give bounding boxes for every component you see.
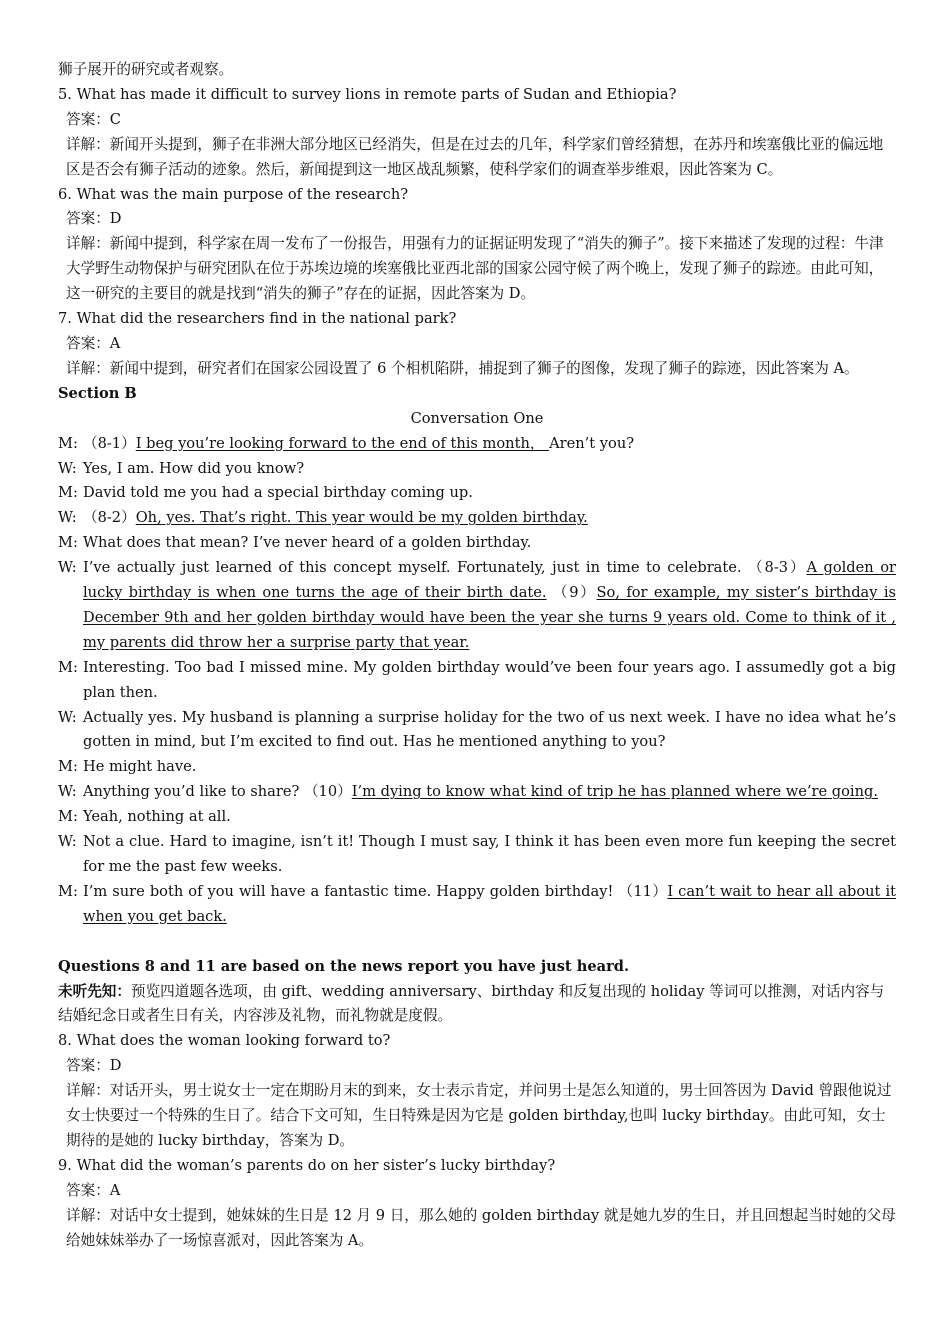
detail-6: 详解：新闻中提到，科学家在周一发布了一份报告，用强有力的证据证明发现了“消失的狮子”。接下来描述了发现的过程：牛津大学野生动物保护与研究团队在位于苏埃边境的埃塞俄比亚西北部的国家公园守候了两个晚上，发现了狮子的踪迹。由此可知，这一研究的主要目的就是找到“消失的狮子”存在的证据，因此答案为 D。 — [66, 235, 884, 303]
detail-8: 详解：对话开头，男士说女士一定在期盼月末的到来，女士表示肯定，并问男士是怎么知道的，男士回答因为 David 曾跟他说过女士快要过一个特殊的生日了。结合下文可知，生日特殊是因为它是 golden birthday,也叫 lucky birthday。由此可知，女士期待的是她的 lucky birthday，答案为 D。 — [66, 1082, 892, 1149]
answer-6: 答案：D — [66, 210, 122, 228]
speaker: W: — [58, 509, 77, 527]
dialogue-line — [58, 755, 896, 780]
answer-5: 答案：C — [66, 110, 121, 128]
underlined-answer: I beg you’re looking forward to the end of this month， — [135, 434, 550, 452]
section-b-heading: Section B — [58, 384, 137, 402]
line-text: （8-2） — [83, 509, 136, 527]
dialogue — [58, 432, 896, 930]
dialogue-line — [58, 656, 896, 706]
dialogue-line — [58, 556, 896, 656]
underlined-answer: Oh, yes. That’s right. This year would be my golden birthday. — [135, 509, 588, 527]
question-8: 8. What does the woman looking forward to? — [58, 1032, 391, 1050]
line-text: Actually yes. My husband is planning a surprise holiday for the two of us next week. I have no idea what he’s gotten in mind, but I’m excited to find out. Has he mentioned anything to you? — [83, 708, 896, 751]
preview-text: 预览四道题各选项，由 gift、wedding anniversary、birthday 和反复出现的 holiday 等词可以推测，对话内容与结婚纪念日或者生日有关，内容涉及礼物，而礼物就是度假。 — [58, 982, 885, 1025]
speaker: W: — [58, 559, 77, 577]
question-7: 7. What did the researchers find in the national park? — [58, 310, 457, 328]
preview-paragraph — [58, 980, 896, 1030]
dialogue-line — [58, 805, 896, 830]
speaker: M: — [58, 758, 78, 776]
questions-heading: Questions 8 and 11 are based on the news report you have just heard. — [58, 957, 630, 975]
line-text: Anything you’d like to share? （10） — [83, 783, 352, 801]
line-text: What does that mean? I’ve never heard of a golden birthday. — [83, 534, 532, 552]
question-5: 5. What has made it difficult to survey lions in remote parts of Sudan and Ethiopia? — [58, 85, 677, 103]
line-text: Yeah, nothing at all. — [83, 808, 231, 826]
dialogue-line — [58, 432, 896, 457]
continued-text: 狮子展开的研究或者观察。 — [58, 61, 234, 78]
speaker: M: — [58, 808, 78, 826]
line-text: Not a clue. Hard to imagine, isn’t it! Though I must say, I think it has been even more fun keeping the secret for me the past few weeks. — [83, 833, 896, 875]
speaker: W: — [58, 783, 77, 801]
line-text: Aren’t you? — [549, 434, 635, 452]
speaker: M: — [58, 434, 78, 452]
speaker: M: — [58, 882, 78, 900]
document-page — [58, 58, 896, 1253]
line-text: （8-1） — [83, 434, 136, 452]
speaker: W: — [58, 833, 77, 851]
dialogue-line — [58, 780, 896, 805]
line-text: （9） — [546, 584, 597, 602]
question-6: 6. What was the main purpose of the research? — [58, 185, 409, 203]
line-text: David told me you had a special birthday coming up. — [83, 484, 473, 502]
dialogue-line — [58, 506, 896, 531]
underlined-answer: So, for example, my sister’s birthday is December 9th and her golden birthday would have been the year she turns 9 years old. Come to think of it , my parents did throw her a surprise party that year. — [83, 584, 896, 651]
underlined-answer: I can’t wait to hear all about it when you get back. — [83, 882, 896, 925]
dialogue-line — [58, 457, 896, 482]
underlined-answer: I’m dying to know what kind of trip he has planned where we’re going. — [351, 783, 878, 801]
line-text: Yes, I am. How did you know? — [83, 459, 305, 477]
blank-line — [58, 930, 896, 955]
line-text: I’ve actually just learned of this concept myself. Fortunately, just in time to celebrate. （8-3） — [83, 559, 807, 577]
preview-label: 未听先知： — [58, 982, 131, 1000]
dialogue-line — [58, 706, 896, 756]
detail-5: 详解：新闻开头提到，狮子在非洲大部分地区已经消失，但是在过去的几年，科学家们曾经猜想，在苏丹和埃塞俄比亚的偏远地区是否会有狮子活动的迹象。然后，新闻提到这一地区战乱频繁，使科学家们的调查举步维艰，因此答案为 C。 — [66, 135, 884, 178]
speaker: M: — [58, 658, 78, 676]
speaker: W: — [58, 459, 77, 477]
speaker: M: — [58, 534, 78, 552]
line-text: He might have. — [83, 758, 197, 776]
detail-9: 详解：对话中女士提到，她妹妹的生日是 12 月 9 日，那么她的 golden birthday 就是她九岁的生日，并且回想起当时她的父母给她妹妹举办了一场惊喜派对，因此答案为 A。 — [66, 1206, 896, 1249]
dialogue-line — [58, 830, 896, 880]
speaker: W: — [58, 708, 77, 726]
dialogue-line — [58, 531, 896, 556]
dialogue-line — [58, 481, 896, 506]
answer-7: 答案：A — [66, 334, 121, 352]
line-text: Interesting. Too bad I missed mine. My golden birthday would’ve been four years ago. I assumedly got a big plan then. — [83, 658, 896, 701]
question-9: 9. What did the woman’s parents do on her sister’s lucky birthday? — [58, 1156, 556, 1174]
conversation-title: Conversation One — [410, 409, 544, 427]
speaker: M: — [58, 484, 78, 502]
answer-8: 答案：D — [66, 1057, 122, 1075]
answer-9: 答案：A — [66, 1181, 121, 1199]
dialogue-line — [58, 880, 896, 930]
underlined-answer: A golden or lucky birthday is when one turns the age of their birth date. — [83, 559, 896, 602]
line-text: I’m sure both of you will have a fantastic time. Happy golden birthday! （11） — [83, 882, 668, 900]
detail-7: 详解：新闻中提到，研究者们在国家公园设置了 6 个相机陷阱，捕捉到了狮子的图像，发现了狮子的踪迹，因此答案为 A。 — [66, 359, 859, 377]
